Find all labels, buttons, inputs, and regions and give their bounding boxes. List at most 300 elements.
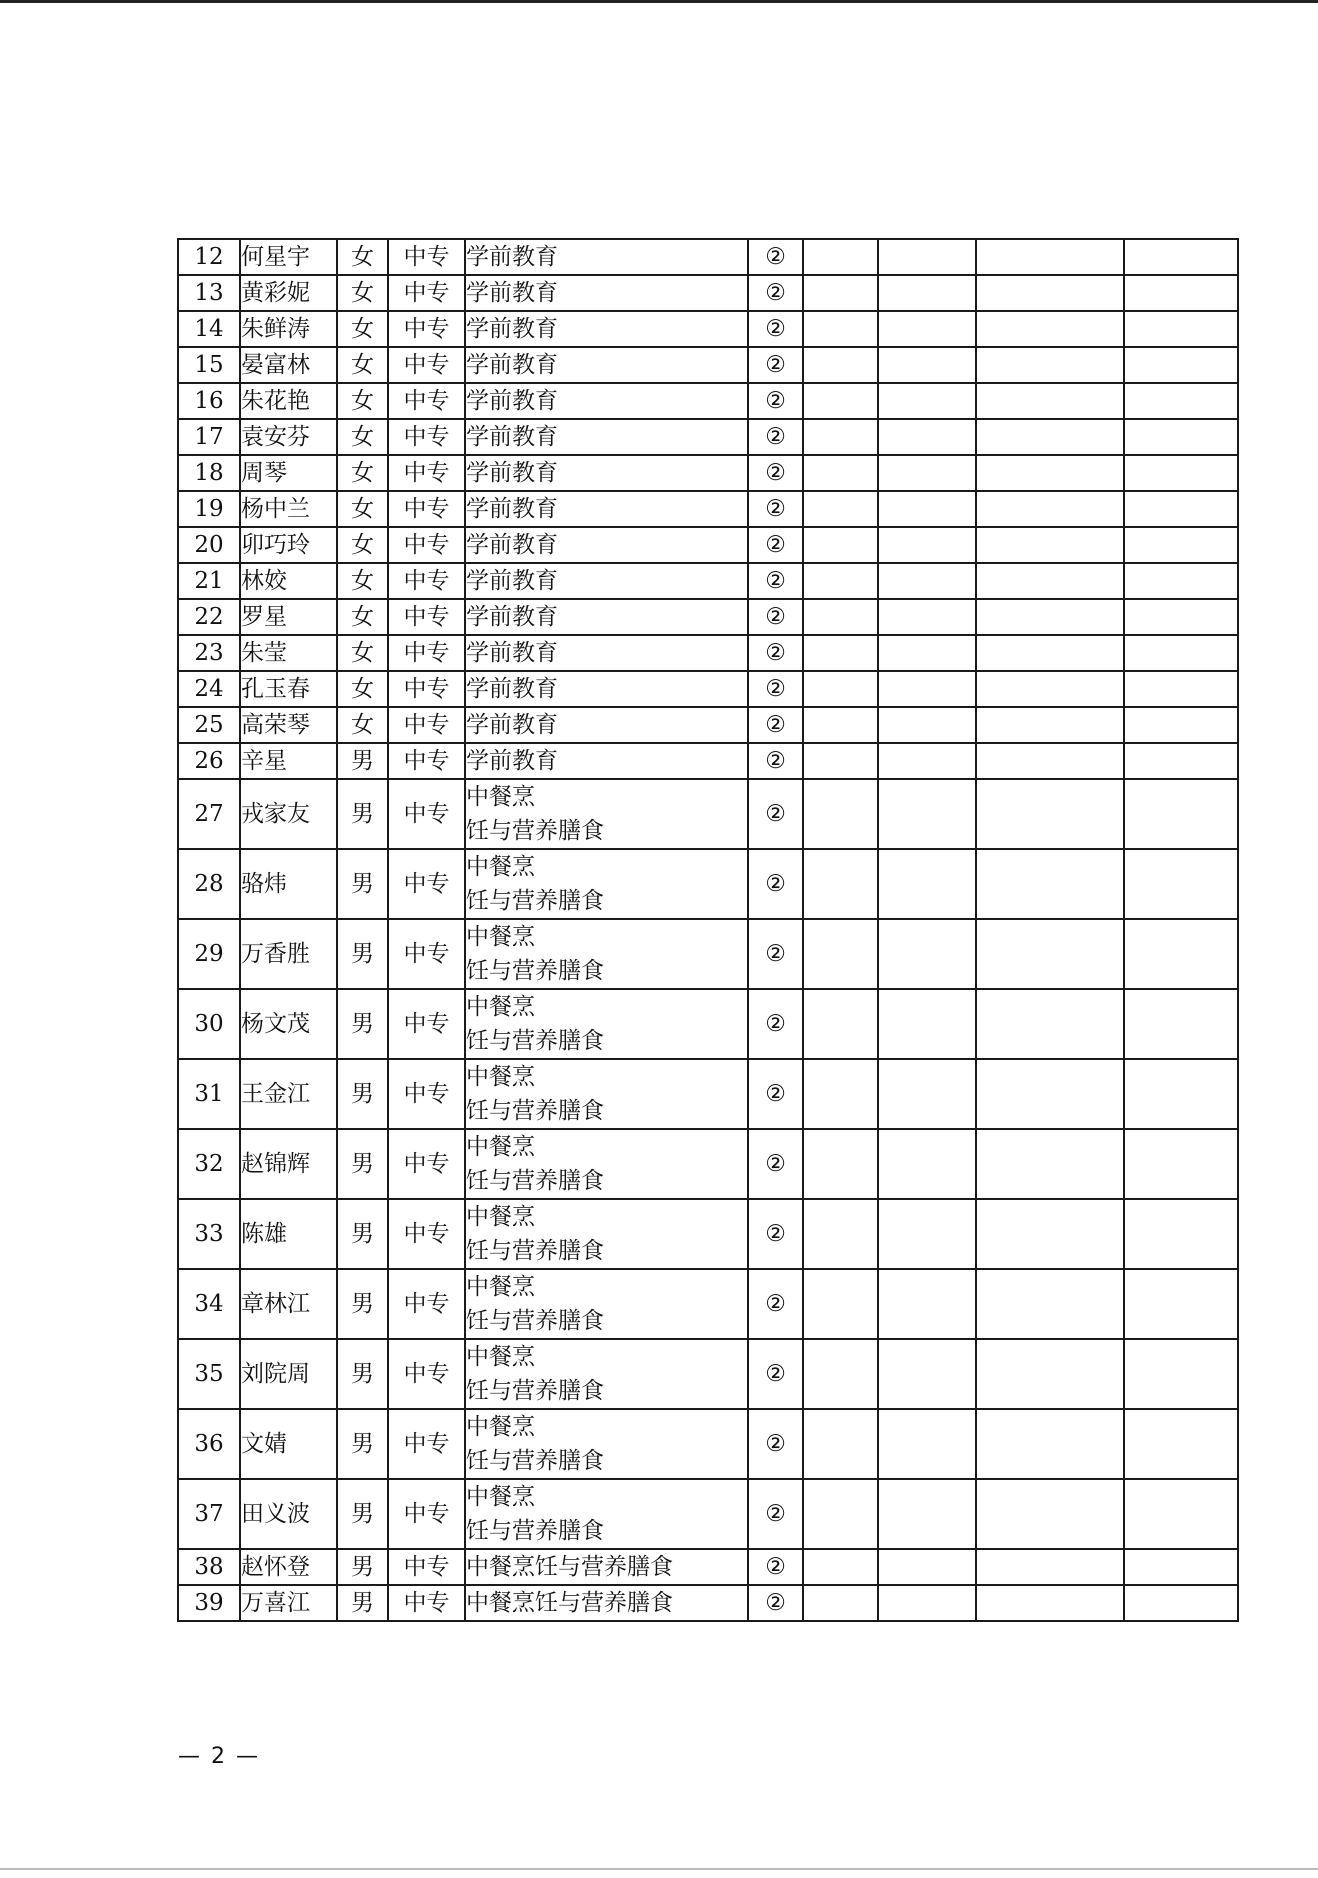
major-line: 中餐烹 <box>466 994 535 1020</box>
empty-cell <box>1124 1339 1238 1409</box>
name-cell: 孔玉春 <box>240 671 337 707</box>
sex-cell: 女 <box>337 527 388 563</box>
table-row <box>178 1129 1238 1199</box>
row-number-cell: 13 <box>178 275 240 311</box>
empty-cell <box>1124 707 1238 743</box>
empty-cell <box>878 743 976 779</box>
table-row <box>178 671 1238 707</box>
empty-cell <box>803 849 878 919</box>
major-line: 饪与营养膳食 <box>466 1308 604 1334</box>
name-cell: 朱鲜涛 <box>240 311 337 347</box>
empty-cell <box>803 599 878 635</box>
education-cell: 中专 <box>388 455 465 491</box>
table-row <box>178 1199 1238 1269</box>
major-line: 学前教育 <box>466 532 558 558</box>
empty-cell <box>803 347 878 383</box>
empty-cell <box>976 635 1124 671</box>
row-number-cell: 12 <box>178 239 240 275</box>
education-cell: 中专 <box>388 1199 465 1269</box>
major-line: 学前教育 <box>466 280 558 306</box>
name-cell: 林姣 <box>240 563 337 599</box>
empty-cell <box>803 563 878 599</box>
name-cell: 章林江 <box>240 1269 337 1339</box>
row-number-cell: 33 <box>178 1199 240 1269</box>
major-cell <box>465 1409 748 1479</box>
name-cell: 王金江 <box>240 1059 337 1129</box>
empty-cell <box>976 1059 1124 1129</box>
education-cell: 中专 <box>388 989 465 1059</box>
empty-cell <box>1124 239 1238 275</box>
sex-cell: 男 <box>337 1409 388 1479</box>
table-row <box>178 849 1238 919</box>
education-cell: 中专 <box>388 919 465 989</box>
row-number-cell: 14 <box>178 311 240 347</box>
major-line: 中餐烹 <box>466 1414 535 1440</box>
empty-cell <box>976 671 1124 707</box>
table-row <box>178 743 1238 779</box>
major-line: 学前教育 <box>466 388 558 414</box>
empty-cell <box>803 527 878 563</box>
major-cell <box>465 491 748 527</box>
sex-cell: 男 <box>337 743 388 779</box>
empty-cell <box>878 1199 976 1269</box>
education-cell: 中专 <box>388 275 465 311</box>
name-cell: 卯巧玲 <box>240 527 337 563</box>
sex-cell: 女 <box>337 671 388 707</box>
table-row <box>178 1409 1238 1479</box>
empty-cell <box>878 383 976 419</box>
name-cell: 黄彩妮 <box>240 275 337 311</box>
empty-cell <box>878 599 976 635</box>
name-cell: 文婧 <box>240 1409 337 1479</box>
empty-cell <box>803 239 878 275</box>
major-line: 中餐烹 <box>466 1274 535 1300</box>
empty-cell <box>803 707 878 743</box>
major-line: 学前教育 <box>466 676 558 702</box>
empty-cell <box>803 419 878 455</box>
sex-cell: 男 <box>337 1199 388 1269</box>
row-number-cell: 37 <box>178 1479 240 1549</box>
empty-cell <box>1124 383 1238 419</box>
level-cell: ② <box>748 989 803 1059</box>
table-row <box>178 455 1238 491</box>
education-cell: 中专 <box>388 707 465 743</box>
education-cell: 中专 <box>388 1409 465 1479</box>
name-cell: 辛星 <box>240 743 337 779</box>
major-line: 饪与营养膳食 <box>466 888 604 914</box>
empty-cell <box>1124 455 1238 491</box>
level-cell: ② <box>748 1585 803 1621</box>
name-cell: 朱莹 <box>240 635 337 671</box>
empty-cell <box>1124 1409 1238 1479</box>
empty-cell <box>878 1269 976 1339</box>
major-line: 中餐烹 <box>466 1344 535 1370</box>
education-cell: 中专 <box>388 1339 465 1409</box>
row-number-cell: 18 <box>178 455 240 491</box>
empty-cell <box>976 419 1124 455</box>
major-cell <box>465 383 748 419</box>
major-cell <box>465 1059 748 1129</box>
top-border-line <box>0 0 1318 3</box>
major-cell <box>465 1129 748 1199</box>
major-cell <box>465 635 748 671</box>
major-line: 学前教育 <box>466 316 558 342</box>
sex-cell: 男 <box>337 1059 388 1129</box>
empty-cell <box>1124 347 1238 383</box>
row-number-cell: 16 <box>178 383 240 419</box>
major-line: 饪与营养膳食 <box>466 1168 604 1194</box>
major-cell <box>465 347 748 383</box>
empty-cell <box>878 527 976 563</box>
major-cell <box>465 455 748 491</box>
empty-cell <box>976 1479 1124 1549</box>
sex-cell: 男 <box>337 989 388 1059</box>
education-cell: 中专 <box>388 1585 465 1621</box>
major-cell <box>465 527 748 563</box>
sex-cell: 男 <box>337 1269 388 1339</box>
empty-cell <box>976 1549 1124 1585</box>
empty-cell <box>803 1129 878 1199</box>
row-number-cell: 31 <box>178 1059 240 1129</box>
major-cell <box>465 779 748 849</box>
level-cell: ② <box>748 707 803 743</box>
empty-cell <box>878 419 976 455</box>
empty-cell <box>878 1479 976 1549</box>
empty-cell <box>976 563 1124 599</box>
table-row <box>178 599 1238 635</box>
empty-cell <box>976 989 1124 1059</box>
major-cell <box>465 919 748 989</box>
empty-cell <box>976 707 1124 743</box>
sex-cell: 男 <box>337 1479 388 1549</box>
empty-cell <box>1124 491 1238 527</box>
level-cell: ② <box>748 1549 803 1585</box>
empty-cell <box>976 1409 1124 1479</box>
education-cell: 中专 <box>388 239 465 275</box>
empty-cell <box>878 455 976 491</box>
empty-cell <box>976 779 1124 849</box>
empty-cell <box>1124 311 1238 347</box>
roster-body <box>178 239 1238 1621</box>
major-cell <box>465 1479 748 1549</box>
row-number-cell: 21 <box>178 563 240 599</box>
empty-cell <box>976 1129 1124 1199</box>
table-row <box>178 707 1238 743</box>
name-cell: 骆炜 <box>240 849 337 919</box>
sex-cell: 女 <box>337 419 388 455</box>
major-line: 中餐烹 <box>466 854 535 880</box>
major-line: 饪与营养膳食 <box>466 1028 604 1054</box>
major-cell <box>465 275 748 311</box>
major-line: 学前教育 <box>466 244 558 270</box>
empty-cell <box>878 707 976 743</box>
row-number-cell: 24 <box>178 671 240 707</box>
row-number-cell: 23 <box>178 635 240 671</box>
education-cell: 中专 <box>388 671 465 707</box>
table-row <box>178 1549 1238 1585</box>
major-cell <box>465 239 748 275</box>
education-cell: 中专 <box>388 1269 465 1339</box>
empty-cell <box>803 919 878 989</box>
empty-cell <box>1124 419 1238 455</box>
major-cell <box>465 599 748 635</box>
table-row <box>178 989 1238 1059</box>
education-cell: 中专 <box>388 527 465 563</box>
sex-cell: 男 <box>337 1339 388 1409</box>
empty-cell <box>1124 563 1238 599</box>
row-number-cell: 38 <box>178 1549 240 1585</box>
empty-cell <box>1124 779 1238 849</box>
row-number-cell: 29 <box>178 919 240 989</box>
level-cell: ② <box>748 527 803 563</box>
table-row <box>178 347 1238 383</box>
name-cell: 何星宇 <box>240 239 337 275</box>
major-cell <box>465 849 748 919</box>
empty-cell <box>878 671 976 707</box>
empty-cell <box>976 849 1124 919</box>
education-cell: 中专 <box>388 599 465 635</box>
table-row <box>178 383 1238 419</box>
empty-cell <box>803 779 878 849</box>
education-cell: 中专 <box>388 1549 465 1585</box>
education-cell: 中专 <box>388 383 465 419</box>
empty-cell <box>1124 671 1238 707</box>
sex-cell: 男 <box>337 1549 388 1585</box>
empty-cell <box>803 383 878 419</box>
empty-cell <box>976 1585 1124 1621</box>
table-row <box>178 1339 1238 1409</box>
sex-cell: 女 <box>337 275 388 311</box>
empty-cell <box>803 1479 878 1549</box>
major-cell <box>465 671 748 707</box>
empty-cell <box>1124 1585 1238 1621</box>
row-number-cell: 19 <box>178 491 240 527</box>
row-number-cell: 36 <box>178 1409 240 1479</box>
empty-cell <box>976 383 1124 419</box>
empty-cell <box>976 599 1124 635</box>
empty-cell <box>976 1269 1124 1339</box>
empty-cell <box>878 1129 976 1199</box>
row-number-cell: 22 <box>178 599 240 635</box>
major-line: 学前教育 <box>466 352 558 378</box>
level-cell: ② <box>748 419 803 455</box>
major-line: 饪与营养膳食 <box>466 1238 604 1264</box>
major-line: 饪与营养膳食 <box>466 1448 604 1474</box>
major-line: 学前教育 <box>466 460 558 486</box>
major-cell <box>465 1585 748 1621</box>
row-number-cell: 28 <box>178 849 240 919</box>
level-cell: ② <box>748 1199 803 1269</box>
major-line: 学前教育 <box>466 568 558 594</box>
name-cell: 朱花艳 <box>240 383 337 419</box>
empty-cell <box>1124 275 1238 311</box>
empty-cell <box>1124 743 1238 779</box>
empty-cell <box>1124 1479 1238 1549</box>
major-line: 学前教育 <box>466 640 558 666</box>
education-cell: 中专 <box>388 563 465 599</box>
sex-cell: 男 <box>337 779 388 849</box>
empty-cell <box>976 491 1124 527</box>
empty-cell <box>976 1339 1124 1409</box>
major-cell <box>465 1339 748 1409</box>
empty-cell <box>878 989 976 1059</box>
name-cell: 晏富林 <box>240 347 337 383</box>
major-line: 饪与营养膳食 <box>466 1378 604 1404</box>
major-cell <box>465 311 748 347</box>
empty-cell <box>878 563 976 599</box>
education-cell: 中专 <box>388 1479 465 1549</box>
row-number-cell: 26 <box>178 743 240 779</box>
level-cell: ② <box>748 1269 803 1339</box>
name-cell: 田义波 <box>240 1479 337 1549</box>
sex-cell: 女 <box>337 599 388 635</box>
level-cell: ② <box>748 1129 803 1199</box>
roster-table <box>177 238 1239 1622</box>
major-line: 饪与营养膳食 <box>466 958 604 984</box>
education-cell: 中专 <box>388 743 465 779</box>
empty-cell <box>976 527 1124 563</box>
name-cell: 万喜江 <box>240 1585 337 1621</box>
row-number-cell: 30 <box>178 989 240 1059</box>
empty-cell <box>1124 1199 1238 1269</box>
table-row <box>178 491 1238 527</box>
empty-cell <box>1124 989 1238 1059</box>
table-row <box>178 311 1238 347</box>
sex-cell: 女 <box>337 635 388 671</box>
row-number-cell: 32 <box>178 1129 240 1199</box>
major-cell <box>465 743 748 779</box>
major-cell <box>465 1549 748 1585</box>
major-line: 饪与营养膳食 <box>466 1098 604 1124</box>
row-number-cell: 34 <box>178 1269 240 1339</box>
empty-cell <box>878 239 976 275</box>
name-cell: 万香胜 <box>240 919 337 989</box>
sex-cell: 女 <box>337 707 388 743</box>
name-cell: 高荣琴 <box>240 707 337 743</box>
empty-cell <box>976 919 1124 989</box>
sex-cell: 女 <box>337 311 388 347</box>
major-line: 中餐烹 <box>466 1134 535 1160</box>
major-line: 学前教育 <box>466 496 558 522</box>
major-cell <box>465 1199 748 1269</box>
education-cell: 中专 <box>388 491 465 527</box>
empty-cell <box>1124 635 1238 671</box>
empty-cell <box>1124 849 1238 919</box>
major-line: 中餐烹 <box>466 924 535 950</box>
major-line: 学前教育 <box>466 712 558 738</box>
empty-cell <box>878 491 976 527</box>
row-number-cell: 25 <box>178 707 240 743</box>
sex-cell: 女 <box>337 455 388 491</box>
empty-cell <box>976 275 1124 311</box>
row-number-cell: 39 <box>178 1585 240 1621</box>
education-cell: 中专 <box>388 419 465 455</box>
name-cell: 赵怀登 <box>240 1549 337 1585</box>
empty-cell <box>976 239 1124 275</box>
name-cell: 陈雄 <box>240 1199 337 1269</box>
empty-cell <box>1124 919 1238 989</box>
education-cell: 中专 <box>388 849 465 919</box>
empty-cell <box>803 1059 878 1129</box>
table-row <box>178 779 1238 849</box>
empty-cell <box>1124 599 1238 635</box>
table-row <box>178 563 1238 599</box>
empty-cell <box>878 635 976 671</box>
level-cell: ② <box>748 275 803 311</box>
name-cell: 赵锦辉 <box>240 1129 337 1199</box>
sex-cell: 男 <box>337 1129 388 1199</box>
table-row <box>178 1479 1238 1549</box>
sex-cell: 女 <box>337 383 388 419</box>
empty-cell <box>976 455 1124 491</box>
level-cell: ② <box>748 491 803 527</box>
major-line: 中餐烹饪与营养膳食 <box>466 1590 673 1616</box>
table-row <box>178 275 1238 311</box>
major-line: 饪与营养膳食 <box>466 818 604 844</box>
row-number-cell: 27 <box>178 779 240 849</box>
major-cell <box>465 563 748 599</box>
major-line: 中餐烹 <box>466 1204 535 1230</box>
level-cell: ② <box>748 383 803 419</box>
level-cell: ② <box>748 347 803 383</box>
empty-cell <box>803 1269 878 1339</box>
empty-cell <box>878 1585 976 1621</box>
major-line: 中餐烹 <box>466 1064 535 1090</box>
empty-cell <box>803 455 878 491</box>
empty-cell <box>803 1339 878 1409</box>
major-line: 学前教育 <box>466 424 558 450</box>
level-cell: ② <box>748 1409 803 1479</box>
empty-cell <box>803 491 878 527</box>
empty-cell <box>803 275 878 311</box>
empty-cell <box>878 1059 976 1129</box>
major-line: 饪与营养膳食 <box>466 1518 604 1544</box>
education-cell: 中专 <box>388 311 465 347</box>
page-number: — 2 — <box>178 1744 260 1769</box>
table-row <box>178 239 1238 275</box>
sex-cell: 女 <box>337 563 388 599</box>
level-cell: ② <box>748 1339 803 1409</box>
level-cell: ② <box>748 599 803 635</box>
sex-cell: 女 <box>337 239 388 275</box>
empty-cell <box>878 275 976 311</box>
major-line: 中餐烹 <box>466 1484 535 1510</box>
level-cell: ② <box>748 563 803 599</box>
row-number-cell: 35 <box>178 1339 240 1409</box>
empty-cell <box>1124 1549 1238 1585</box>
major-line: 学前教育 <box>466 604 558 630</box>
empty-cell <box>976 743 1124 779</box>
major-line: 中餐烹 <box>466 784 535 810</box>
table-row <box>178 919 1238 989</box>
empty-cell <box>1124 1059 1238 1129</box>
table-row <box>178 527 1238 563</box>
name-cell: 杨文茂 <box>240 989 337 1059</box>
sex-cell: 男 <box>337 849 388 919</box>
major-cell <box>465 419 748 455</box>
row-number-cell: 15 <box>178 347 240 383</box>
name-cell: 杨中兰 <box>240 491 337 527</box>
major-cell <box>465 707 748 743</box>
major-cell <box>465 1269 748 1339</box>
education-cell: 中专 <box>388 635 465 671</box>
major-cell <box>465 989 748 1059</box>
empty-cell <box>878 849 976 919</box>
empty-cell <box>878 1339 976 1409</box>
empty-cell <box>878 1409 976 1479</box>
major-line: 中餐烹饪与营养膳食 <box>466 1554 673 1580</box>
name-cell: 袁安芬 <box>240 419 337 455</box>
